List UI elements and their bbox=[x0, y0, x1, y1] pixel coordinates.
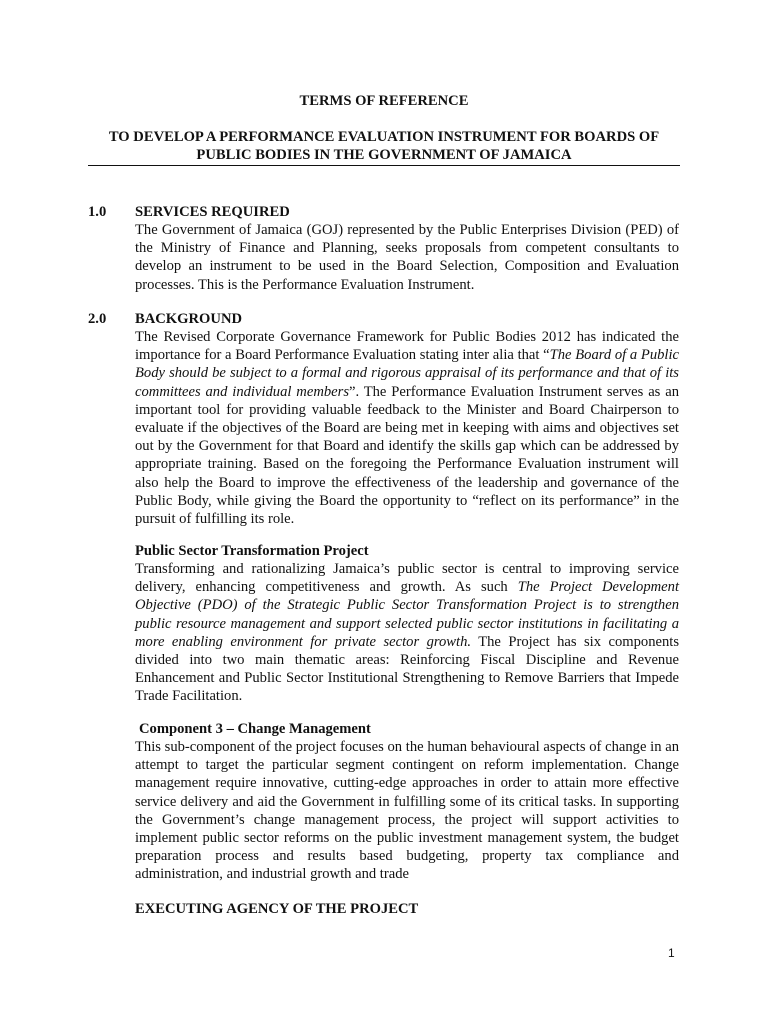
document-subtitle: TO DEVELOP A PERFORMANCE EVALUATION INSTRUMENT FOR BOARDS OF PUBLIC BODIES IN THE GOVERNMENT OF JAMAICA bbox=[108, 129, 660, 163]
section-1-body: The Government of Jamaica (GOJ) represented by the Public Enterprises Division (PED) of the Ministry of Finance and Planning, seeks proposals from competent consultants to develop an instrument to be used in the Board Selection, Composition and Evaluation processes. This is the Performance Evaluation Instrument. bbox=[135, 222, 679, 293]
document-title: TERMS OF REFERENCE bbox=[299, 93, 469, 109]
pstp-body-part2: The Project has six components divided into two main thematic areas: Reinforcing Fiscal Discipline and Revenue Enhancement and Public Sector Institutional Strengthening to Remove Barriers that Impede Trade Facilitation. bbox=[135, 633, 679, 705]
section-2-body-part2: ”. The Performance Evaluation Instrument serves as an important tool for providing valuable feedback to the Minister and Board Chairperson to evaluate if the objectives of the Board are being met in keeping with aims and objectives set out by the Government for that Board and identify the skills gap which can be addressed by appropriate training. Based on the foregoing the Performance Evaluation instrument will also help the Board to improve the effectiveness of the leadership and governance of the Public Body, while giving the Board the opportunity to “reflect on its performance” in the pursuit of fulfilling its role. bbox=[135, 383, 679, 528]
executing-agency-heading: EXECUTING AGENCY OF THE PROJECT bbox=[135, 901, 419, 917]
component-3-heading: Component 3 – Change Management bbox=[139, 721, 371, 737]
page-number: 1 bbox=[668, 946, 675, 960]
section-2-body-part1: The Revised Corporate Governance Framework for Public Bodies 2012 has indicated the importance for a Board Performance Evaluation stating inter alia that “ bbox=[135, 329, 679, 364]
pstp-body bbox=[135, 560, 679, 706]
section-2-title: BACKGROUND bbox=[135, 311, 243, 327]
section-2-body bbox=[135, 328, 679, 528]
section-2-number: 2.0 bbox=[88, 311, 107, 327]
pstp-body-part1: Transforming and rationalizing Jamaica’s public sector is central to improving service delivery, enhancing competitiveness and growth. As such bbox=[135, 561, 679, 596]
component-3-body: This sub-component of the project focuses on the human behavioural aspects of change in an attempt to target the particular segment contingent on reform implementation. Change management require innovative, cutting-edge approaches in order to attain more effective service delivery and aid the Government in fulfilling some of its critical tasks. In supporting the Government’s change management process, the project will support activities to implement public sector reforms on the public investment management system, the budget preparation process and results based budgeting, property tax compliance and administration, and industrial growth and trade bbox=[135, 739, 679, 883]
section-2-quote: The Board of a Public Body should be subject to a formal and rigorous appraisal of its performance and that of its committees and individual members bbox=[135, 347, 680, 400]
title-divider bbox=[88, 165, 680, 166]
pstp-pdo-quote: The Project Development Objective (PDO) of the Strategic Public Sector Transformation Project is to strengthen public resource management and support selected public sector institutions in facilitating a more enabling environment for private sector growth. bbox=[135, 579, 680, 650]
section-1-title: SERVICES REQUIRED bbox=[135, 204, 290, 220]
section-1-number: 1.0 bbox=[88, 204, 107, 220]
pstp-heading: Public Sector Transformation Project bbox=[135, 543, 369, 559]
